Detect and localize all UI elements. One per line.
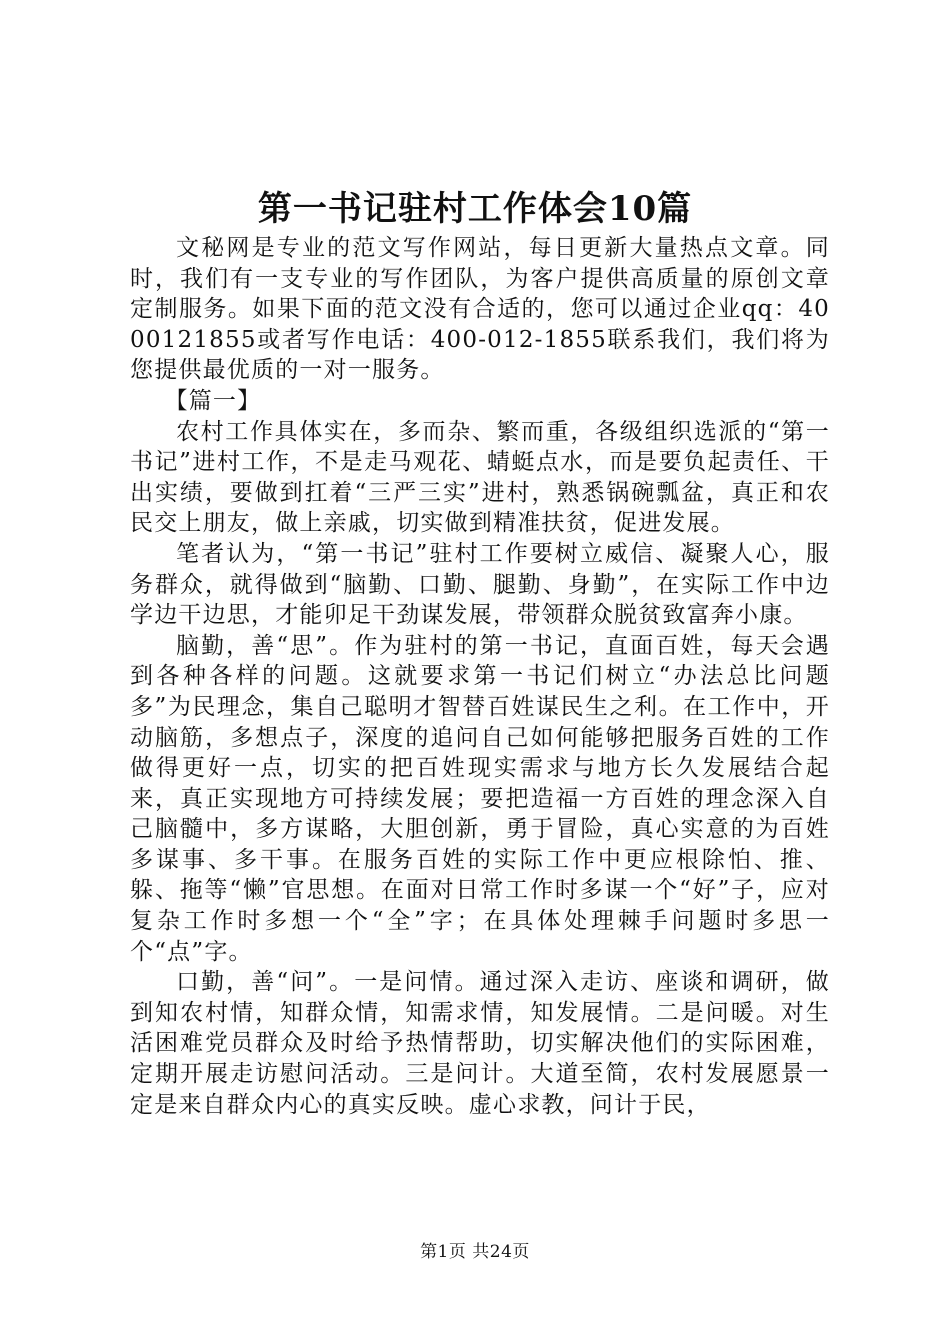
- body-paragraph-3: 脑勤，善“思”。作为驻村的第一书记，直面百姓，每天会遇到各种各样的问题。这就要求第一书记们树立“办法总比问题多”为民理念，集自己聪明才智替百姓谋民生之利。在工作中，开动脑筋，多想点子，深度的追问自己如何能够把服务百姓的工作做得更好一点，切实的把百姓现实需求与地方长久发展结合起来，真正实现地方可持续发展；要把造福一方百姓的理念深入自己脑髓中，多方谋略，大胆创新，勇于冒险，真心实意的为百姓多谋事、多干事。在服务百姓的实际工作中更应根除怕、推、躲、拖等“懒”官思想。在面对日常工作时多谋一个“好”子，应对复杂工作时多想一个“全”字；在具体处理棘手问题时多思一个“点”字。: [130, 632, 830, 965]
- body-paragraph-2: 笔者认为，“第一书记”驻村工作要树立威信、凝聚人心，服务群众，就得做到“脑勤、口勤、腿勤、身勤”，在实际工作中边学边干边思，才能卯足干劲谋发展，带领群众脱贫致富奔小康。: [130, 540, 830, 629]
- section-heading: 【篇一】: [164, 387, 262, 414]
- intro-paragraph: 文秘网是专业的范文写作网站，每日更新大量热点文章。同时，我们有一支专业的写作团队，为客户提供高质量的原创文章定制服务。如果下面的范文没有合适的，您可以通过企业qq：4000121855或者写作电话：400-012-1855联系我们，我们将为您提供最优质的一对一服务。: [130, 235, 830, 384]
- document-body: [130, 233, 830, 1120]
- page-footer: 第1页 共24页: [420, 1242, 530, 1262]
- body-paragraph-4: 口勤，善“问”。一是问情。通过深入走访、座谈和调研，做到知农村情，知群众情，知需求情，知发展情。二是问暖。对生活困难党员群众及时给予热情帮助，切实解决他们的实际困难，定期开展走访慰问活动。三是问计。大道至简，农村发展愿景一定是来自群众内心的真实反映。虚心求教，问计于民，: [130, 969, 830, 1118]
- body-paragraph-1: 农村工作具体实在，多而杂、繁而重，各级组织选派的“第一书记”进村工作，不是走马观花、蜻蜓点水，而是要负起责任、干出实绩，要做到扛着“三严三实”进村，熟悉锅碗瓢盆，真正和农民交上朋友，做上亲戚，切实做到精准扶贫，促进发展。: [130, 418, 830, 537]
- document-title: 第一书记驻村工作体会10篇: [257, 189, 693, 229]
